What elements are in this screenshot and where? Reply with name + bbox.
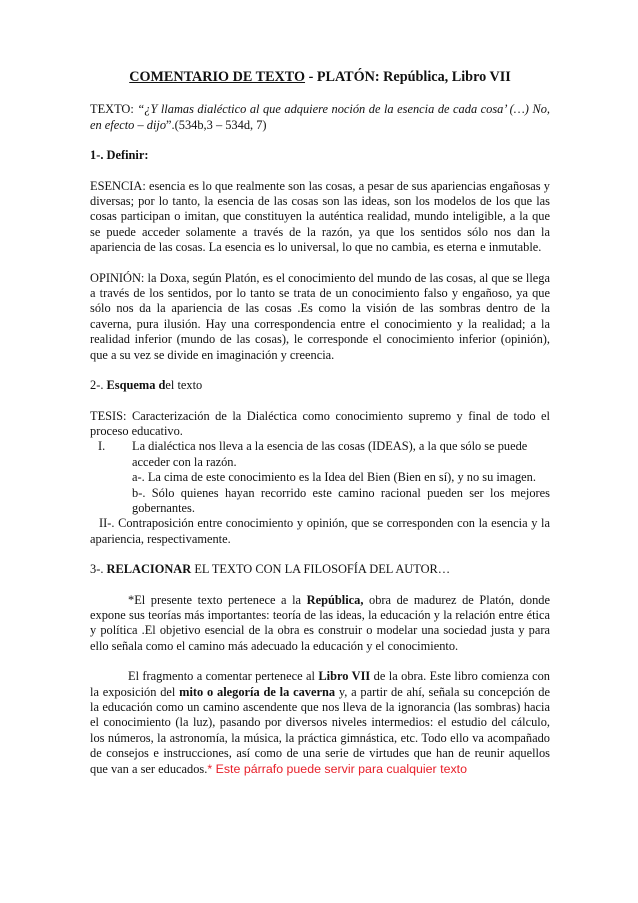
p2-text-b: de la obra. Este libro comienza con la exposición del (90, 669, 550, 699)
p2-text-c: y, a partir de ahí, señala su concepción de la educación como un camino ascendente que nos lleva de la ignorancia (las sombras) hacia el conocimiento (la luz), pasando por diversos niveles intermedios: el estudio del cálculo, los números, la astronomía, la música, la práctica gimnástica, etc. Todo ello va acompañado de consejos e instrucciones, así como de una serie de virtudes que han de reunir aquellos que van a ser educados. (90, 684, 550, 776)
outline-item-1-text: La dialéctica nos lleva a la esencia de las cosas (IDEAS), a la que sólo se puede acceder con la razón. (132, 439, 528, 469)
texto-quote: “¿Y llamas dialéctico al que adquiere noción de la esencia de cada cosa’ (…) No, en efecto – dijo (90, 102, 551, 132)
outline-item-2-text: II-. Contraposición entre conocimiento y opinión, que se corresponden con la esencia y la apariencia, respectivamente. (90, 516, 550, 546)
section2-suffix: el texto (165, 378, 203, 393)
outline-item-2 (90, 516, 550, 547)
esencia-definition: ESENCIA: esencia es lo que realmente son las cosas, a pesar de sus apariencias engañosas y diversas; por lo tanto, la esencia de las cosas son las ideas, son los modelos de los que las cosas participan o imitan, que constituyen la auténtica realidad, mundo inteligible, a la que se puede acceder solamente a través de la razón, ya que los sentidos sólo nos dan la apariencia de las cosas. La esencia es lo universal, lo que no cambia, es eterna e inmutable. (90, 178, 550, 255)
section3-suffix: EL TEXTO CON LA FILOSOFÍA DEL AUTOR… (191, 562, 451, 577)
section2-heading (90, 378, 550, 393)
section3-bold: RELACIONAR (106, 562, 192, 577)
opinion-definition: OPINIÓN: la Doxa, según Platón, es el conocimiento del mundo de las cosas, al que se llega a través de los sentidos, por lo tanto se trata de un conocimiento falso y engañoso, ya que sólo nos da la apariencia de las cosas .Es como la visión de las sombras dentro de la caverna, pura ilusión. Hay una correspondencia entre el conocimiento y la realidad; a la realidad inferior (mundo de las cosas), le corresponde el conocimiento inferior (opinión), que a su vez se divide en imaginación y creencia. (90, 270, 550, 362)
p1-text-b: obra de madurez de Platón, donde expone sus teorías más importantes: teoría de las ideas, la educación y la relación entre ética y política .El objetivo esencial de la obra es construir o modelar una sociedad justa y para ello señala como el camino más adecuado la educación y el conocimiento. (90, 592, 550, 653)
title-rest: - PLATÓN: República, Libro VII (305, 69, 511, 85)
page-title (90, 70, 550, 85)
title-underlined: COMENTARIO DE TEXTO (129, 69, 306, 85)
tesis-paragraph: TESIS: Caracterización de la Dialéctica como conocimiento supremo y final de todo el proceso educativo. (90, 408, 550, 438)
texto-label: TEXTO: (90, 102, 138, 117)
p2-bold-1: Libro VII (318, 669, 371, 684)
section3-paragraph-1 (90, 593, 550, 655)
p1-text-a: *El presente texto pertenece a la (128, 592, 307, 607)
p2-text-a: El fragmento a comentar pertenece al (128, 669, 319, 684)
p2-bold-2: mito o alegoría de la caverna (179, 684, 336, 699)
texto-ref: ”.(534b,3 – 534d, 7) (166, 117, 267, 132)
section3-paragraph-2 (90, 669, 550, 777)
section2-prefix: 2-. (90, 378, 107, 393)
p1-bold: República, (306, 592, 364, 607)
section2-bold: Esquema d (106, 378, 166, 393)
outline-item-1-number: I. (98, 439, 106, 454)
section3-prefix: 3-. (90, 562, 107, 577)
red-note: * Este párrafo puede servir para cualquier texto (207, 761, 467, 776)
outline-item-1 (90, 439, 550, 470)
outline-item-1b: b-. Sólo quienes hayan recorrido este camino racional pueden ser los mejores gobernantes. (132, 485, 550, 515)
section3-heading (90, 562, 550, 577)
outline-item-1a: a-. La cima de este conocimiento es la Idea del Bien (Bien en sí), y no su imagen. (132, 470, 536, 485)
section1-heading: 1-. Definir: (90, 148, 149, 163)
texto-paragraph (90, 102, 550, 133)
